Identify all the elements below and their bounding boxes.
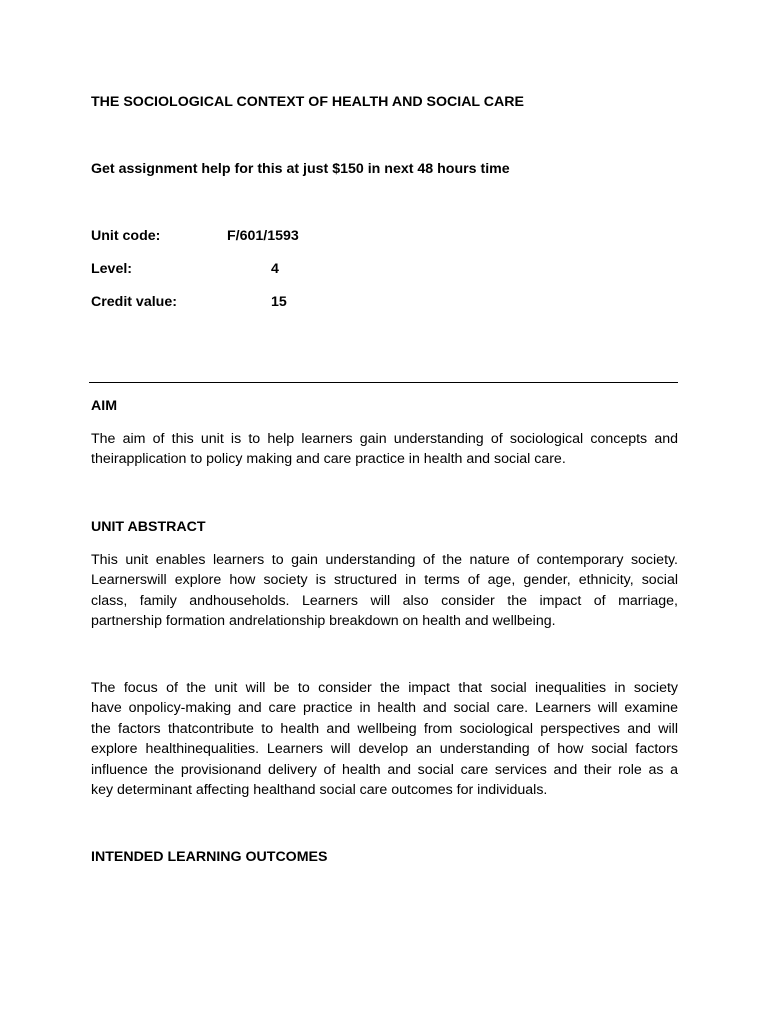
level-label: Level: (91, 261, 133, 277)
unit-code-label: Unit code: (91, 228, 161, 244)
abstract-line: This unit enables learners to gain understanding of the nature of contemporary society. (91, 552, 678, 568)
section-divider (89, 382, 678, 383)
abstract-paragraph-1 (91, 550, 678, 632)
aim-line: theirapplication to policy making and care practice in health and social care. (91, 451, 566, 468)
unit-abstract-heading: UNIT ABSTRACT (91, 519, 206, 535)
abstract-line: partnership formation andrelationship breakdown on health and wellbeing. (91, 613, 556, 630)
abstract-line: explore healthinequalities. Learners will develop an understanding of how social factors (91, 741, 678, 758)
abstract-paragraph-2 (91, 678, 678, 800)
aim-paragraph (91, 429, 678, 470)
level-value: 4 (271, 261, 279, 277)
abstract-line: the factors thatcontribute to health and wellbeing from sociological perspectives and will (91, 720, 678, 737)
abstract-line: Learnerswill explore how society is structured in terms of age, gender, ethnicity, social (91, 572, 678, 589)
document-title: THE SOCIOLOGICAL CONTEXT OF HEALTH AND SOCIAL CARE (91, 94, 524, 110)
abstract-line: key determinant affecting healthand social care outcomes for individuals. (91, 782, 548, 799)
abstract-line: have onpolicy-making and care practice in health and social care. Learners will examine (91, 700, 678, 717)
abstract-line: The focus of the unit will be to consider the impact that social inequalities in society (91, 680, 678, 696)
promo-text: Get assignment help for this at just $150 in next 48 hours time (91, 161, 510, 177)
unit-code-value: F/601/1593 (227, 228, 299, 244)
abstract-line: class, family andhouseholds. Learners will also consider the impact of marriage, (91, 592, 678, 609)
credit-value-label: Credit value: (91, 294, 177, 310)
abstract-line: influence the provisionand delivery of health and social care services and their role as a (91, 761, 678, 778)
aim-heading: AIM (91, 398, 118, 414)
aim-line: The aim of this unit is to help learners gain understanding of sociological concepts and (91, 431, 678, 447)
learning-outcomes-heading: INTENDED LEARNING OUTCOMES (91, 849, 328, 865)
credit-value-value: 15 (271, 294, 287, 310)
